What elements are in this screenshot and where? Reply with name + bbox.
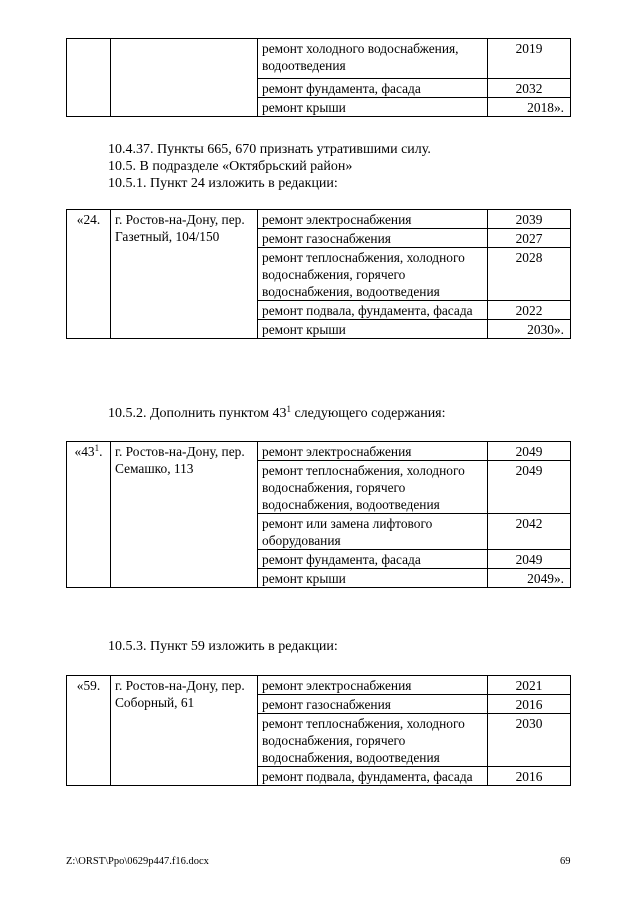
work-cell: ремонт фундамента, фасада bbox=[258, 79, 488, 98]
work-cell: ремонт газоснабжения bbox=[258, 229, 488, 248]
address-cell: г. Ростов-на-Дону, пер. Газетный, 104/150 bbox=[111, 210, 258, 339]
footer-page-number: 69 bbox=[560, 856, 571, 867]
year-cell: 2032 bbox=[488, 79, 571, 98]
work-cell: ремонт электроснабжения bbox=[258, 676, 488, 695]
year-cell: 2027 bbox=[488, 229, 571, 248]
num-cell: «24. bbox=[67, 210, 111, 339]
para-text: 10.5.2. Дополнить пунктом 43 bbox=[108, 406, 287, 421]
num-cell bbox=[67, 39, 111, 117]
year-cell: 2028 bbox=[488, 248, 571, 301]
table-row bbox=[67, 442, 571, 461]
paragraph: 10.5.1. Пункт 24 изложить в редакции: bbox=[108, 176, 338, 191]
num-text: . bbox=[99, 444, 103, 459]
paragraph: 10.5. В подразделе «Октябрьский район» bbox=[108, 159, 353, 174]
year-cell: 2030 bbox=[488, 714, 571, 767]
work-cell: ремонт подвала, фундамента, фасада bbox=[258, 301, 488, 320]
year-cell: 2049». bbox=[488, 569, 571, 588]
paragraph: 10.5.3. Пункт 59 изложить в редакции: bbox=[108, 639, 338, 654]
work-cell: ремонт теплоснабжения, холодного водоснабжения, горячего водоснабжения, водоотведения bbox=[258, 714, 488, 767]
address-cell bbox=[111, 39, 258, 117]
year-cell: 2022 bbox=[488, 301, 571, 320]
work-cell: ремонт подвала, фундамента, фасада bbox=[258, 767, 488, 786]
num-text: «43 bbox=[74, 444, 95, 459]
work-cell: ремонт крыши bbox=[258, 569, 488, 588]
year-cell: 2018». bbox=[488, 98, 571, 117]
num-cell: «59. bbox=[67, 676, 111, 786]
paragraph: 10.4.37. Пункты 665, 670 признать утратившими силу. bbox=[108, 142, 431, 157]
work-cell: ремонт электроснабжения bbox=[258, 442, 488, 461]
table-item-43-1 bbox=[66, 441, 571, 588]
table-row bbox=[67, 39, 571, 79]
address-cell: г. Ростов-на-Дону, пер. Семашко, 113 bbox=[111, 442, 258, 588]
work-cell: ремонт холодного водоснабжения, водоотведения bbox=[258, 39, 488, 79]
year-cell: 2039 bbox=[488, 210, 571, 229]
work-cell: ремонт крыши bbox=[258, 320, 488, 339]
year-cell: 2049 bbox=[488, 461, 571, 514]
table-item-24 bbox=[66, 209, 571, 339]
table-item-59 bbox=[66, 675, 571, 786]
year-cell: 2019 bbox=[488, 39, 571, 79]
year-cell: 2049 bbox=[488, 550, 571, 569]
year-cell: 2042 bbox=[488, 514, 571, 550]
year-cell: 2049 bbox=[488, 442, 571, 461]
work-cell: ремонт фундамента, фасада bbox=[258, 550, 488, 569]
work-cell: ремонт теплоснабжения, холодного водоснабжения, горячего водоснабжения, водоотведения bbox=[258, 461, 488, 514]
work-cell: ремонт или замена лифтового оборудования bbox=[258, 514, 488, 550]
work-cell: ремонт крыши bbox=[258, 98, 488, 117]
work-cell: ремонт газоснабжения bbox=[258, 695, 488, 714]
table-row bbox=[67, 210, 571, 229]
superscript: 1 bbox=[94, 443, 100, 453]
table-row bbox=[67, 676, 571, 695]
year-cell: 2016 bbox=[488, 767, 571, 786]
address-cell: г. Ростов-на-Дону, пер. Соборный, 61 bbox=[111, 676, 258, 786]
paragraph bbox=[108, 405, 446, 422]
year-cell: 2021 bbox=[488, 676, 571, 695]
work-cell: ремонт теплоснабжения, холодного водоснабжения, горячего водоснабжения, водоотведения bbox=[258, 248, 488, 301]
num-cell bbox=[67, 442, 111, 588]
work-cell: ремонт электроснабжения bbox=[258, 210, 488, 229]
table-continuation bbox=[66, 38, 571, 117]
year-cell: 2030». bbox=[488, 320, 571, 339]
footer-file-path: Z:\ORST\Ppo\0629p447.f16.docx bbox=[66, 856, 209, 867]
year-cell: 2016 bbox=[488, 695, 571, 714]
superscript: 1 bbox=[286, 404, 291, 414]
para-text: следующего содержания: bbox=[290, 406, 446, 421]
